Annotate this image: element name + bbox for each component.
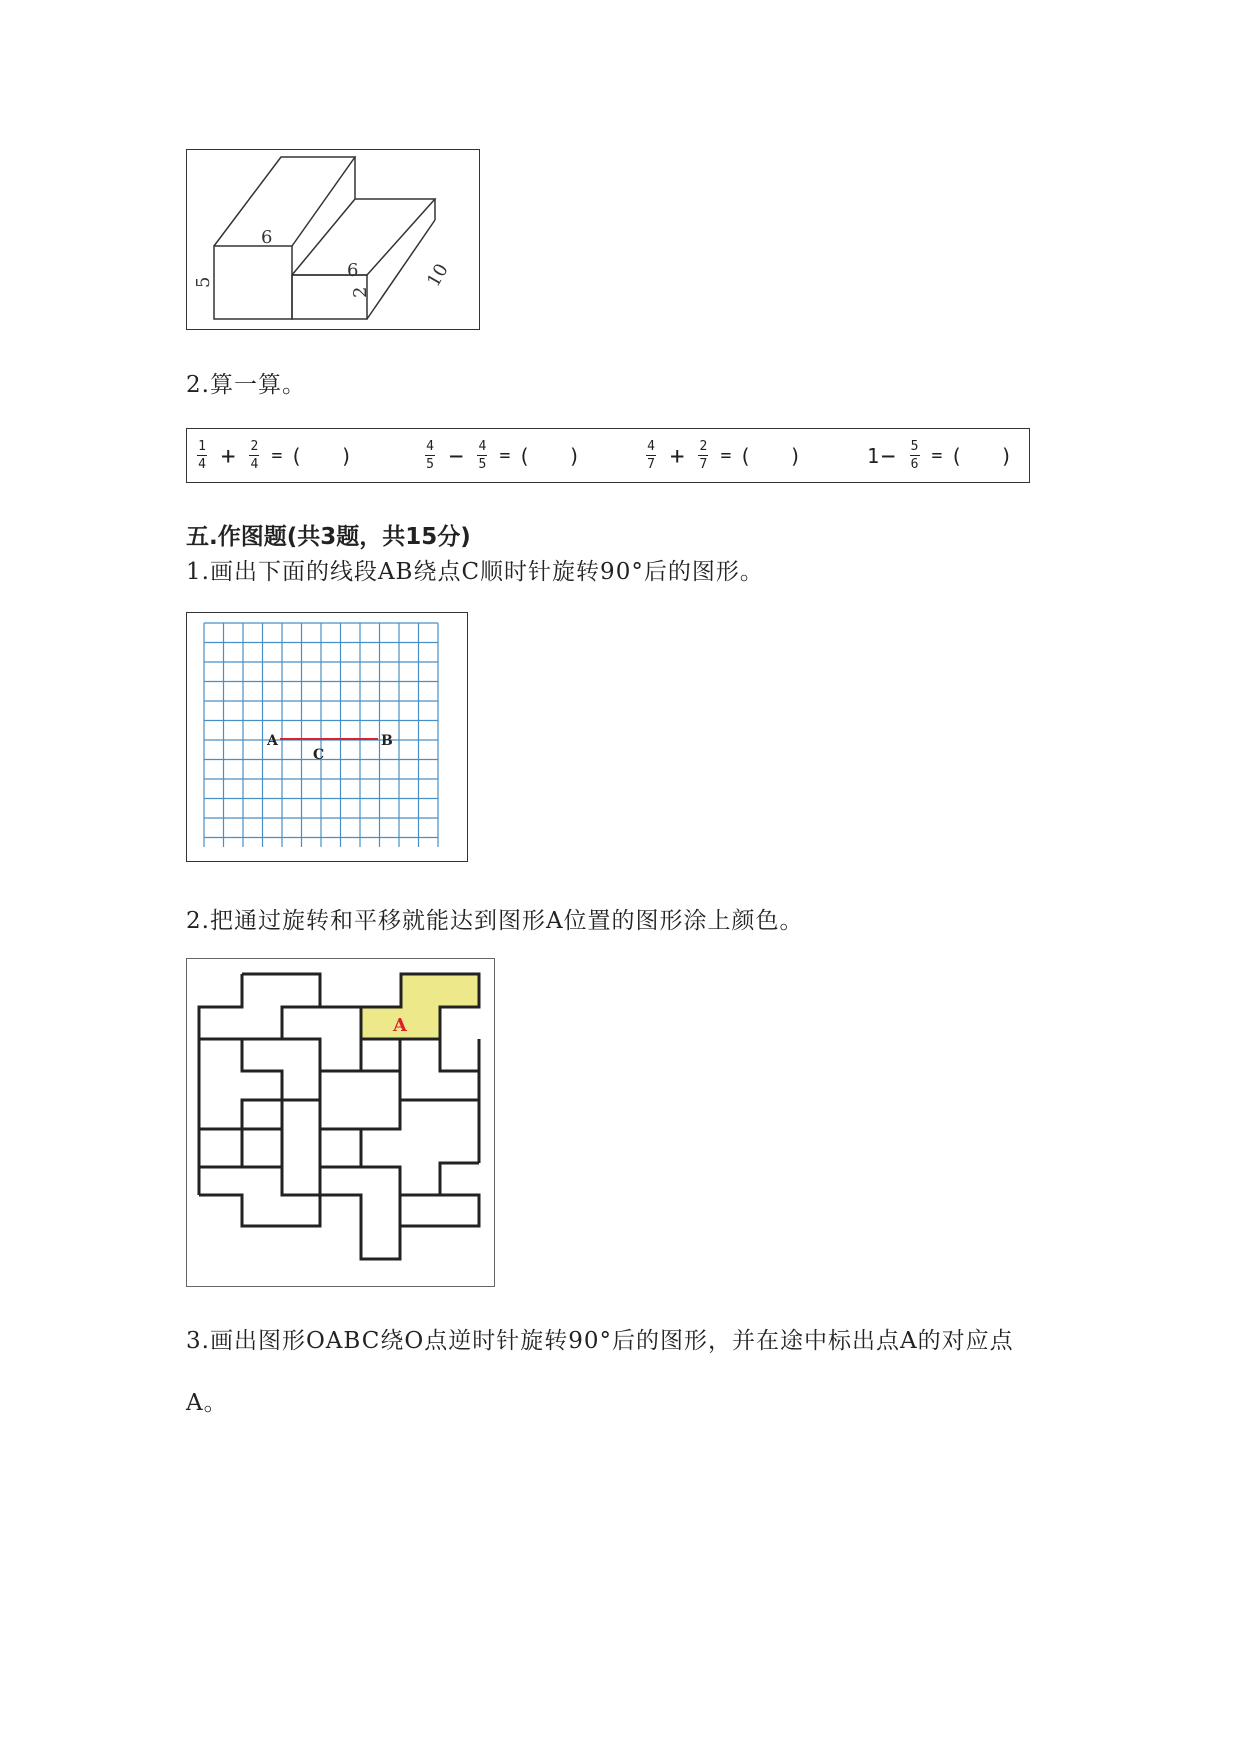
grid-lines <box>204 623 438 847</box>
fraction: $\frac{1}{4}$ <box>198 439 206 472</box>
shape-a-label: A <box>393 1015 407 1036</box>
calc-expression-4: 1 − $\frac{5}{6}$ = ( ) <box>867 439 1013 472</box>
section-title: 五.作图题(共3题，共15分) <box>186 524 471 550</box>
label-step-height: 2 <box>350 286 371 298</box>
q1-text: 1.画出下面的线段AB绕点C顺时针旋转90°后的图形。 <box>186 559 764 585</box>
q2-text: 2.把通过旋转和平移就能达到图形A位置的图形涂上颜色。 <box>186 908 804 934</box>
equals-sign: = <box>720 445 732 466</box>
operator: − <box>449 441 464 470</box>
operator: − <box>881 441 896 470</box>
point-c-label: C <box>313 747 325 763</box>
calc-expression-1: $\frac{1}{4}$ + $\frac{2}{4}$ = ( ) <box>198 439 353 472</box>
calc-expression-3: $\frac{4}{7}$ + $\frac{2}{7}$ = ( ) <box>647 439 802 472</box>
fraction: $\frac{5}{6}$ <box>910 439 919 472</box>
label-left-height: 5 <box>193 276 214 288</box>
label-step-length: 6 <box>347 260 359 281</box>
fraction: $\frac{2}{7}$ <box>699 439 708 472</box>
equals-sign: = <box>271 445 283 466</box>
label-depth: 10 <box>423 260 453 291</box>
prism-figure <box>186 149 480 330</box>
calc-box <box>186 428 1030 483</box>
operator: + <box>670 441 685 470</box>
q2-calc-title: 2.算一算。 <box>186 372 306 398</box>
shape-a[interactable] <box>361 974 479 1039</box>
whole-number: 1 <box>867 443 880 468</box>
operator: + <box>221 441 236 470</box>
calc-expression-2: $\frac{4}{5}$ − $\frac{4}{5}$ = ( ) <box>426 439 581 472</box>
point-b-label: B <box>381 733 393 749</box>
q3-text-line1: 3.画出图形OABC绕O点逆时针旋转90°后的图形，并在途中标出点A的对应点 <box>186 1328 1014 1354</box>
rotation-grid-figure <box>186 612 468 862</box>
rotation-grid <box>187 613 467 861</box>
equals-sign: = <box>499 445 511 466</box>
puzzle-figure <box>186 958 495 1287</box>
fraction: $\frac{2}{4}$ <box>250 439 259 472</box>
fraction: $\frac{4}{7}$ <box>647 439 655 472</box>
fraction: $\frac{4}{5}$ <box>478 439 487 472</box>
fraction: $\frac{4}{5}$ <box>426 439 434 472</box>
equals-sign: = <box>931 445 943 466</box>
label-top-length: 6 <box>261 227 273 248</box>
point-a-label: A <box>267 733 278 749</box>
puzzle-drawing <box>187 959 494 1286</box>
prism-drawing <box>187 150 479 329</box>
q3-text-line2: A。 <box>186 1390 228 1416</box>
